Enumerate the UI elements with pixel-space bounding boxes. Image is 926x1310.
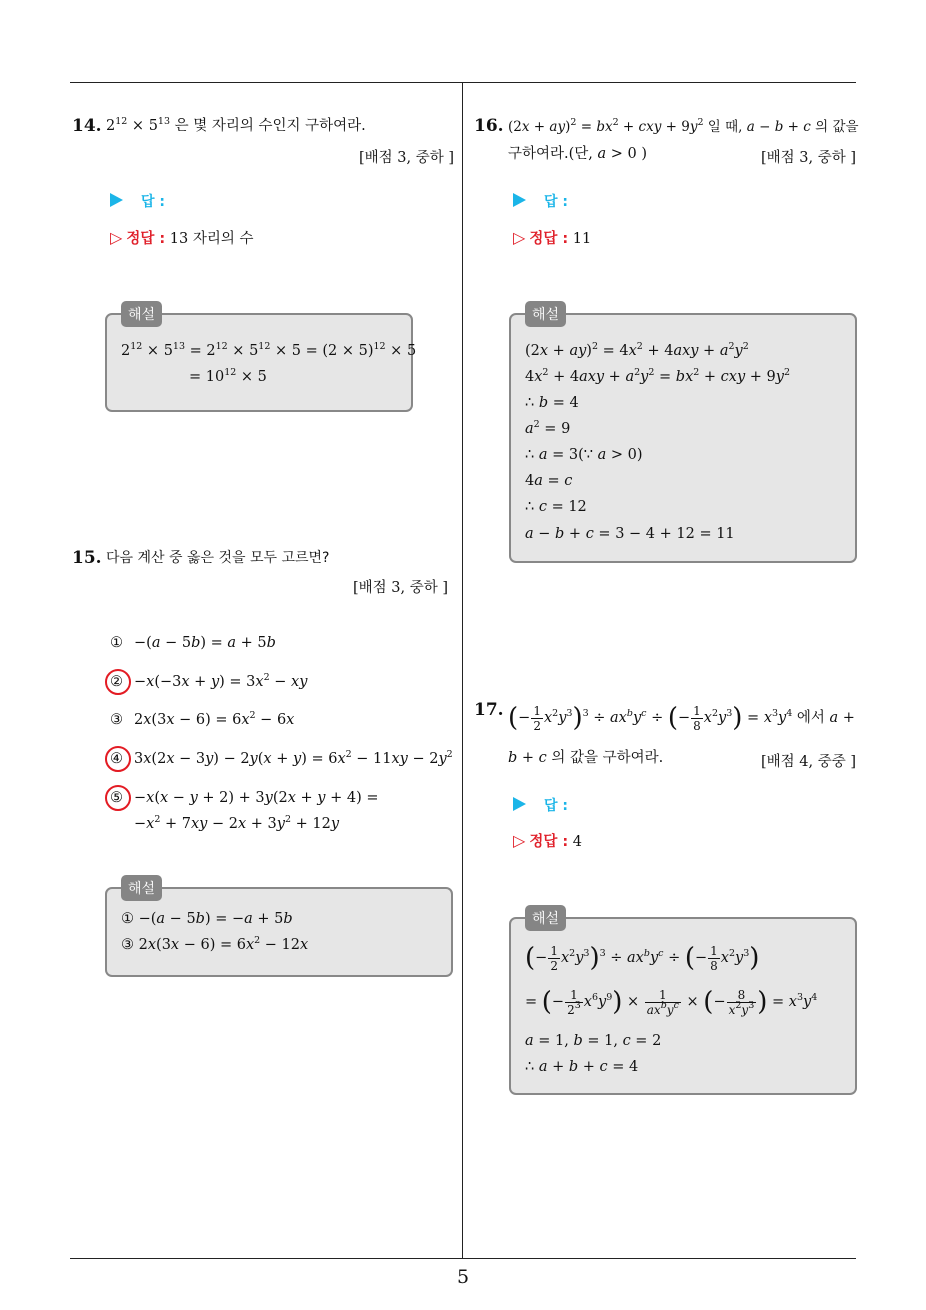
question-14-text: $2^{12} \times 5^{13}$ 은 몇 자리의 수인지 구하여라. bbox=[106, 116, 366, 134]
option-5-continued: $-x^2 + 7xy - 2x + 3y^2 + 12y$ bbox=[134, 814, 340, 832]
question-15-text: 다음 계산 중 옳은 것을 모두 고르면? bbox=[106, 550, 330, 566]
question-17-solution-box bbox=[509, 911, 857, 1095]
option-1[interactable]: ① −(a − 5b) = a + 5b bbox=[110, 635, 276, 651]
solution-tag: 해설 bbox=[525, 905, 566, 931]
question-16-number: 16. bbox=[474, 116, 504, 136]
outline-triangle-icon: ▷ bbox=[513, 831, 526, 850]
bottom-rule bbox=[70, 1258, 856, 1259]
solution-line: $(2x + ay)^2 = 4x^2 + 4axy + a^2y^2$ bbox=[525, 341, 749, 359]
question-14-answer-label[interactable]: 답 : bbox=[110, 191, 165, 211]
question-16-score: [배점 3, 중하 ] bbox=[760, 150, 856, 166]
question-16-text: $(2x + ay)^2 = bx^2$ + cxy + $9y^2$ 일 때, a − b + c 의 값을 bbox=[508, 117, 859, 135]
question-15-score: [배점 3, 중하 ] bbox=[352, 580, 448, 596]
solution-line: ③ $2x(3x - 6) = 6x^2 - 12x$ bbox=[121, 935, 309, 953]
outline-triangle-icon: ▷ bbox=[110, 228, 123, 247]
solution-line: $4x^2 + 4axy + a^2y^2 = bx^2$ + cxy + $9y^2$ bbox=[525, 367, 791, 385]
solution-line: ∴ a + b + c = 4 bbox=[525, 1059, 639, 1075]
question-17-score: [배점 4, 중중 ] bbox=[760, 754, 856, 770]
solution-tag: 해설 bbox=[121, 875, 162, 901]
solution-line: = $10^{12} \times 5$ bbox=[189, 367, 267, 385]
outline-triangle-icon: ▷ bbox=[513, 228, 526, 247]
solution-line: = (− $\frac{1}{2^3}$ $x^6y^9$) × $\frac{1}{ax^by^c}$ × (− $\frac{8}{x^2y^3}$ ) = $x^3y^4$ bbox=[525, 987, 818, 1017]
question-16-correct-answer: ▷ 정답 : 11 bbox=[513, 228, 592, 247]
question-14-number: 14. bbox=[72, 116, 102, 136]
solution-tag: 해설 bbox=[525, 301, 566, 327]
question-16-answer-label[interactable]: 답 : bbox=[513, 191, 568, 211]
question-14-correct-answer: ▷ 정답 : 13 자리의 수 bbox=[110, 228, 254, 247]
question-17-text-line2: b + c 의 값을 구하여라. bbox=[508, 750, 664, 766]
option-2[interactable]: ② $-x(-3x + y) = 3x^2$ − xy bbox=[110, 672, 308, 690]
option-3[interactable]: ③ $2x(3x - 6) = 6x^2 - 6x$ bbox=[110, 710, 295, 728]
play-triangle-icon bbox=[513, 797, 526, 811]
solution-line: $2^{12} \times 5^{13} = 2^{12} \times 5^{12} \times 5 = (2 \times 5)^{12} \times 5$ bbox=[121, 341, 417, 359]
option-4[interactable]: ④ $3x(2x - 3y) - 2y(x + y) = 6x^2 - 11xy - 2y^2$ bbox=[110, 749, 453, 767]
play-triangle-icon bbox=[513, 193, 526, 207]
question-14-solution-box bbox=[105, 307, 417, 412]
top-rule bbox=[70, 82, 856, 83]
page-number: 5 bbox=[456, 1266, 470, 1288]
question-17-correct-answer: ▷ 정답 : 4 bbox=[513, 831, 583, 850]
solution-line: ∴ a = 3(∵ a > 0) bbox=[525, 447, 643, 463]
question-17-answer-label[interactable]: 답 : bbox=[513, 795, 568, 815]
solution-line: ① −(a − 5b) = −a + 5b bbox=[121, 911, 293, 927]
solution-line: a − b + c = 3 − 4 + 12 = 11 bbox=[525, 526, 735, 542]
question-15-number: 15. bbox=[72, 548, 102, 568]
question-17-number: 17. bbox=[474, 700, 504, 720]
column-divider bbox=[462, 82, 463, 1258]
solution-tag: 해설 bbox=[121, 301, 162, 327]
solution-line: ∴ b = 4 bbox=[525, 395, 579, 411]
question-14-score: [배점 3, 중하 ] bbox=[358, 150, 454, 166]
question-17-text: (− $\frac{1}{2}$ $x^2y^3)^3 \div ax^by^c$ ÷ (− $\frac{1}{8}$ $x^2y^3) = x^3y^4$ 에서 a + bbox=[508, 703, 855, 733]
solution-line: 4a = c bbox=[525, 473, 573, 489]
solution-line: $a^2 = 9$ bbox=[525, 419, 571, 437]
option-5[interactable]: ⑤ −x(x − y + 2) + 3y(2x + y + 4) = bbox=[110, 790, 379, 806]
question-15-solution-box bbox=[105, 881, 453, 977]
question-16-solution-box bbox=[509, 307, 857, 563]
solution-line: ∴ c = 12 bbox=[525, 499, 587, 515]
play-triangle-icon bbox=[110, 193, 123, 207]
solution-line: (− $\frac{1}{2}$ $x^2y^3)^3 \div ax^by^c$ ÷ (− $\frac{1}{8}$ $x^2y^3$) bbox=[525, 943, 760, 973]
question-16-text-line2: 구하여라.(단, a > 0 ) bbox=[508, 146, 648, 162]
solution-line: a = 1, b = 1, c = 2 bbox=[525, 1033, 662, 1049]
